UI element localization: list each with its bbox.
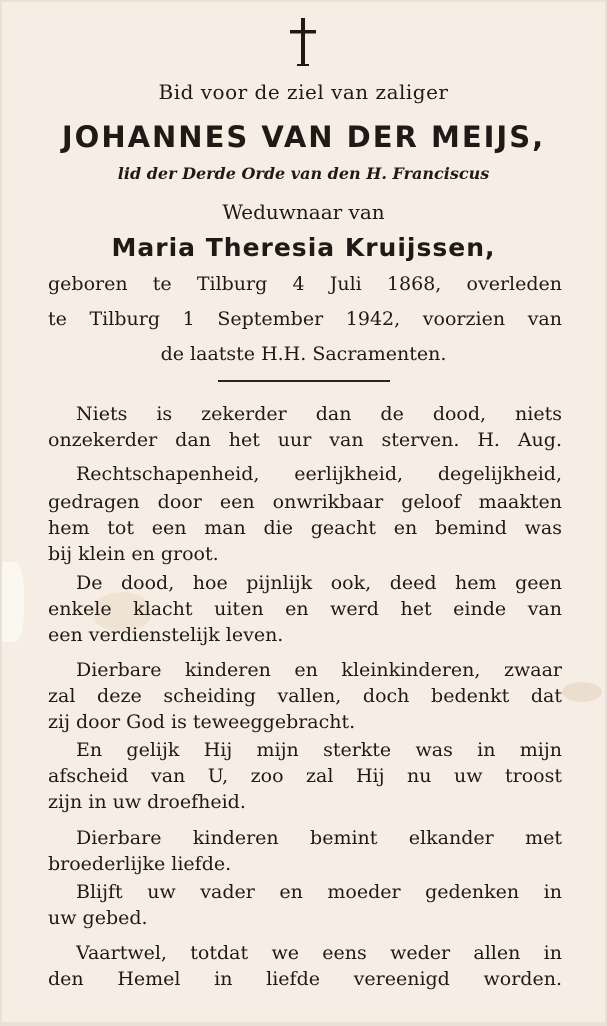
body-line: Rechtschapenheid, eerlijkheid, degelijkheid, — [76, 463, 562, 485]
body-line: uw gebed. — [48, 907, 148, 929]
order-line: lid der Derde Orde van den H. Franciscus — [117, 164, 490, 183]
bio-line-last: de laatste H.H. Sacramenten. — [160, 343, 447, 365]
body-line: zij door God is teweeggebracht. — [48, 711, 356, 733]
body-line: gedragen door een onwrikbaar geloof maakten — [48, 491, 562, 513]
body-line: Dierbare kinderen en kleinkinderen, zwaar — [76, 659, 562, 681]
body-line: hem tot een man die geacht en bemind was — [48, 517, 562, 539]
body-line: bij klein en groot. — [48, 543, 219, 565]
body-line: zijn in uw droefheid. — [48, 791, 246, 813]
body-line: Niets is zekerder dan de dood, niets — [76, 403, 562, 425]
wife-name: Maria Theresia Kruijssen, — [111, 233, 496, 262]
body-line: Vaartwel, totdat we eens weder allen in — [76, 942, 562, 964]
widower-line: Weduwnaar van — [222, 200, 385, 224]
stain — [562, 682, 602, 702]
prayer-line: Bid voor de ziel van zaliger — [158, 80, 449, 104]
body-line: En gelijk Hij mijn sterkte was in mijn — [76, 739, 562, 761]
body-line: onzekerder dan het uur van sterven. H. Aug. — [48, 429, 562, 451]
body-line: broederlijke liefde. — [48, 853, 232, 875]
body-line: Dierbare kinderen bemint elkander met — [76, 827, 562, 849]
body-line: den Hemel in liefde vereenigd worden. — [48, 968, 562, 990]
cross-icon — [288, 16, 318, 68]
body-line: De dood, hoe pijnlijk ook, deed hem geen — [76, 572, 562, 594]
bio-line: te Tilburg 1 September 1942, voorzien van — [48, 308, 562, 330]
bio-line: geboren te Tilburg 4 Juli 1868, overleden — [48, 273, 562, 295]
body-line: een verdienstelijk leven. — [48, 624, 284, 646]
body-line: zal deze scheiding vallen, doch bedenkt dat — [48, 685, 562, 707]
deceased-name: JOHANNES VAN DER MEIJS, — [61, 120, 546, 154]
body-line: afscheid van U, zoo zal Hij nu uw troost — [48, 765, 562, 787]
divider-rule — [218, 380, 390, 382]
stain — [2, 562, 24, 642]
body-line: enkele klacht uiten en werd het einde van — [48, 598, 562, 620]
memorial-card — [2, 2, 605, 1022]
body-line: Blijft uw vader en moeder gedenken in — [76, 881, 562, 903]
